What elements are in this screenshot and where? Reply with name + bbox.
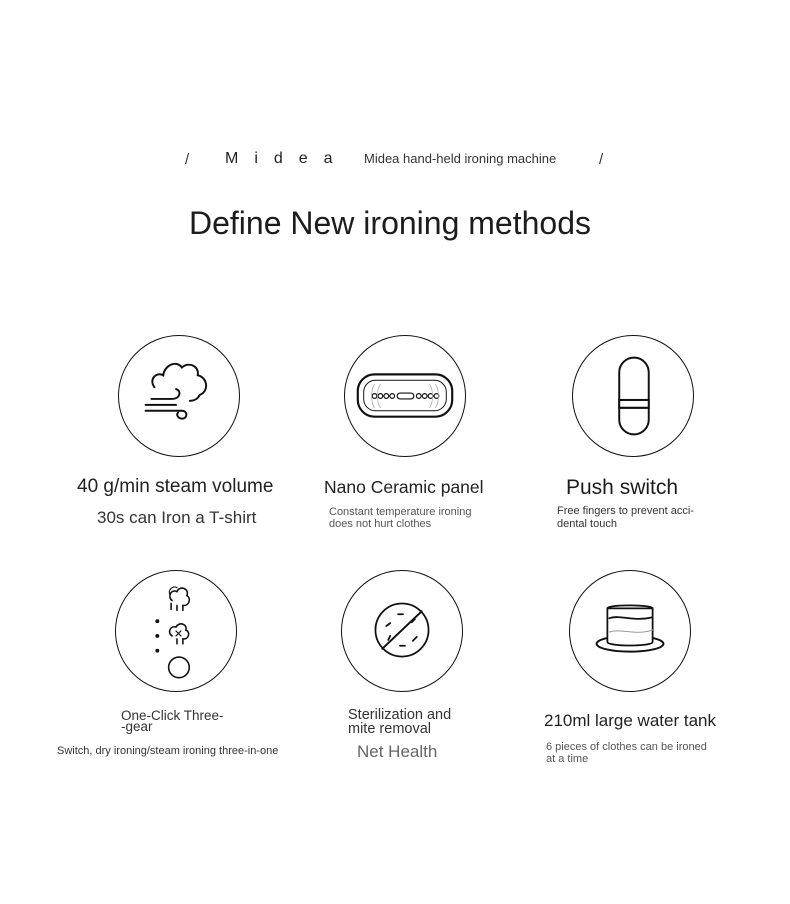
feature-sterilization-title-line1: Sterilization and	[348, 707, 452, 723]
feature-switch-title: Push switch	[566, 476, 679, 499]
feature-gear-desc: Switch, dry ironing/steam ironing three-in-one	[57, 745, 279, 757]
brand-name: Midea	[225, 150, 349, 167]
feature-tank-desc-line1: 6 pieces of clothes can be ironed	[546, 741, 707, 753]
feature-sterilization-title-line2: mite removal	[348, 721, 431, 737]
water-tank-icon	[569, 570, 691, 692]
push-switch-icon	[572, 335, 694, 457]
ceramic-panel-icon	[344, 335, 466, 457]
steam-cloud-icon	[118, 335, 240, 457]
feature-gear-title-line2: -gear	[121, 719, 153, 734]
feature-ceramic-desc-line1: Constant temperature ironing	[329, 506, 472, 518]
feature-gear-title-line1: One-Click Three-	[121, 708, 224, 723]
page-headline: Define New ironing methods	[189, 205, 591, 241]
feature-switch-desc-line1: Free fingers to prevent acci-	[557, 505, 694, 517]
feature-steam-desc: 30s can Iron a T-shirt	[97, 508, 257, 527]
feature-switch-desc-line2: dental touch	[557, 518, 617, 530]
feature-steam-title: 40 g/min steam volume	[77, 476, 274, 497]
feature-sterilization-desc: Net Health	[357, 742, 438, 761]
feature-ceramic-title: Nano Ceramic panel	[324, 477, 484, 497]
sterilization-icon	[341, 570, 463, 692]
brand-subtitle: Midea hand-held ironing machine	[364, 151, 557, 166]
three-gear-icon	[115, 570, 237, 692]
header-slash-left: /	[185, 151, 190, 168]
feature-tank-desc-line2: at a time	[546, 753, 589, 765]
feature-ceramic-desc-line2: does not hurt clothes	[329, 518, 432, 530]
header-slash-right: /	[599, 151, 604, 168]
feature-tank-title: 210ml large water tank	[544, 711, 716, 730]
